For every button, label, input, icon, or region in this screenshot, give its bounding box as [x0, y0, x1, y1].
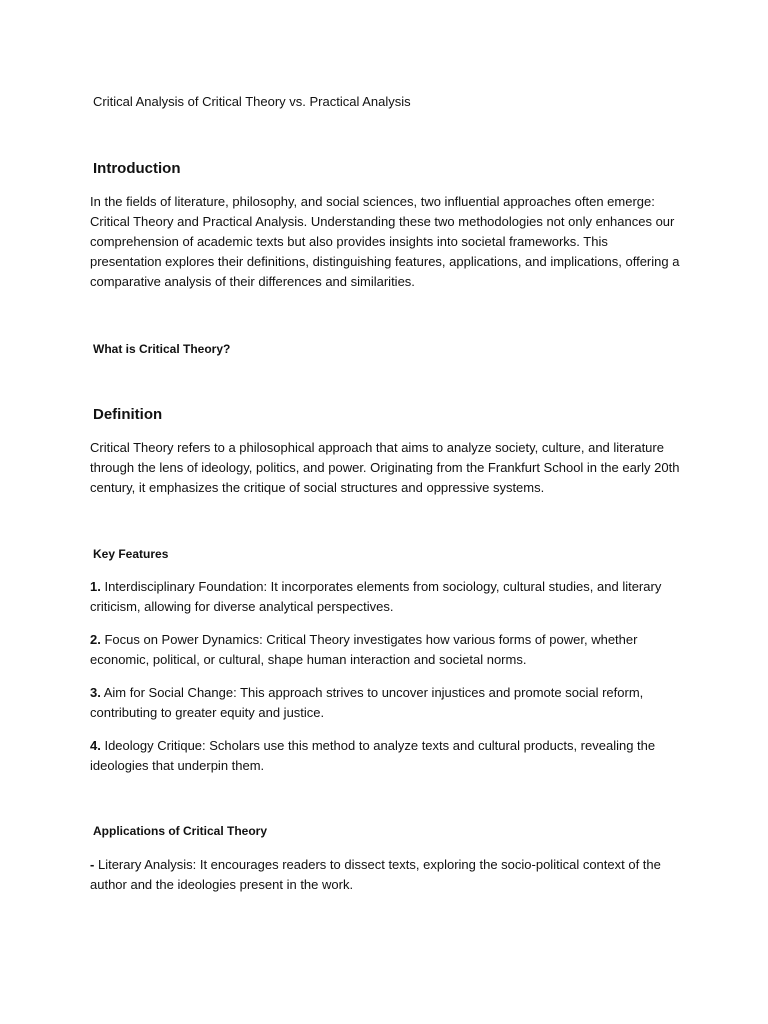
key-feature-item — [90, 630, 680, 670]
item-bullet: - — [90, 857, 95, 872]
item-text: Literary Analysis: It encourages readers to dissect texts, exploring the socio-political context of the author and the ideologies present in the work. — [90, 857, 661, 892]
item-number: 3. — [90, 685, 101, 700]
introduction-heading: Introduction — [93, 160, 181, 177]
key-feature-item — [90, 577, 680, 617]
item-text: Focus on Power Dynamics: Critical Theory investigates how various forms of power, whether economic, political, or cultural, shape human interaction and societal norms. — [90, 632, 638, 667]
item-text: Ideology Critique: Scholars use this method to analyze texts and cultural products, revealing the ideologies that underpin them. — [90, 738, 656, 773]
item-number: 4. — [90, 738, 101, 753]
applications-heading: Applications of Critical Theory — [93, 824, 268, 838]
item-text: Aim for Social Change: This approach strives to uncover injustices and promote social reform, contributing to greater equity and justice. — [90, 685, 644, 720]
what-is-critical-theory-heading: What is Critical Theory? — [93, 342, 231, 356]
introduction-paragraph: In the fields of literature, philosophy, and social sciences, two influential approaches often emerge: Critical Theory and Practical Analysis. Understanding these two methodologies not only enhances our comprehension of academic texts but also provides insights into societal frameworks. This presentation explores their definitions, distinguishing features, applications, and implications, offering a comparative analysis of their differences and similarities. — [90, 194, 680, 289]
item-text: Interdisciplinary Foundation: It incorporates elements from sociology, cultural studies, and literary criticism, allowing for diverse analytical perspectives. — [90, 579, 662, 614]
item-number: 2. — [90, 632, 101, 647]
item-number: 1. — [90, 579, 101, 594]
application-item — [90, 855, 680, 895]
key-feature-item — [90, 736, 680, 776]
key-features-heading: Key Features — [93, 547, 169, 561]
document-title: Critical Analysis of Critical Theory vs. Practical Analysis — [93, 94, 411, 109]
key-feature-item — [90, 683, 680, 723]
definition-paragraph: Critical Theory refers to a philosophical approach that aims to analyze society, culture, and literature through the lens of ideology, politics, and power. Originating from the Frankfurt School in the early 20th century, it emphasizes the critique of social structures and oppressive systems. — [90, 440, 680, 495]
definition-heading: Definition — [93, 406, 163, 423]
